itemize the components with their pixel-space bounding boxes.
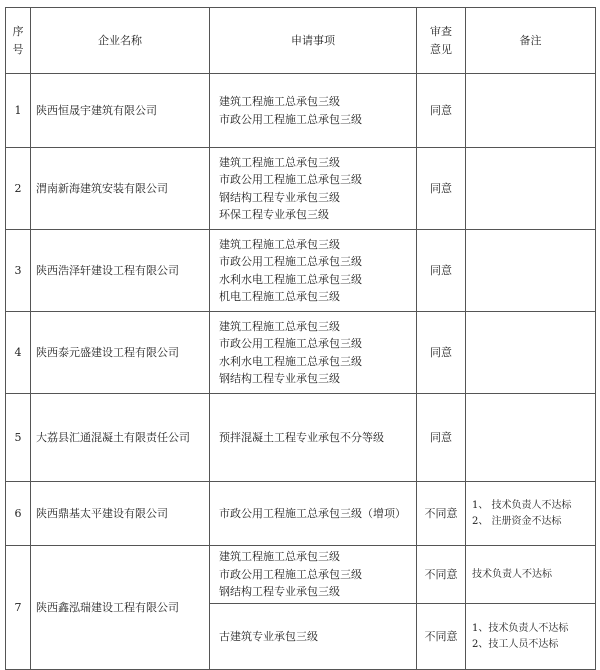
application-items — [210, 312, 417, 394]
application-item: 建筑工程施工总承包三级 — [219, 95, 340, 108]
review-opinion: 不同意 — [417, 546, 466, 604]
application-item: 机电工程施工总承包三级 — [219, 290, 340, 303]
remark-line: 2、技工人员不达标 — [472, 638, 559, 650]
row-no: 4 — [6, 312, 31, 394]
application-item: 市政公用工程施工总承包三级 — [219, 567, 362, 581]
remark — [466, 482, 596, 546]
company-name: 陕西鼎基太平建设有限公司 — [31, 482, 210, 546]
application-item: 市政公用工程施工总承包三级（增项） — [219, 506, 406, 520]
application-item: 钢结构工程专业承包三级 — [219, 372, 340, 385]
remark — [466, 74, 596, 148]
application-item: 水利水电工程施工总承包三级 — [219, 272, 362, 286]
header-note: 备注 — [466, 8, 596, 74]
table-row — [6, 148, 596, 230]
table-row — [6, 230, 596, 312]
application-items — [210, 394, 417, 482]
application-item: 市政公用工程施工总承包三级 — [219, 173, 362, 186]
review-opinion: 不同意 — [417, 604, 466, 670]
application-item: 建筑工程施工总承包三级 — [219, 550, 340, 564]
remark — [466, 604, 596, 670]
remark — [466, 148, 596, 230]
row-no: 7 — [6, 546, 31, 670]
table-row — [6, 312, 596, 394]
header-items: 申请事项 — [210, 8, 417, 74]
application-item: 古建筑专业承包三级 — [219, 629, 318, 643]
header-no-line-2: 号 — [12, 42, 24, 56]
application-item: 环保工程专业承包三级 — [219, 208, 329, 221]
table-row — [6, 546, 596, 604]
remark — [466, 230, 596, 312]
remark — [466, 312, 596, 394]
application-items — [210, 546, 417, 604]
review-opinion: 同意 — [417, 312, 466, 394]
company-name: 渭南新海建筑安装有限公司 — [31, 148, 210, 230]
table-row — [6, 74, 596, 148]
table-row — [6, 394, 596, 482]
company-name: 陕西鑫泓瑞建设工程有限公司 — [31, 546, 210, 670]
remark — [466, 546, 596, 604]
company-name: 陕西浩泽轩建设工程有限公司 — [31, 230, 210, 312]
remark-line: 1、 技术负责人不达标 — [472, 499, 572, 511]
remark-line: 技术负责人不达标 — [472, 568, 552, 580]
row-no: 2 — [6, 148, 31, 230]
application-item: 市政公用工程施工总承包三级 — [219, 255, 362, 268]
table-row — [6, 482, 596, 546]
row-no: 3 — [6, 230, 31, 312]
review-opinion: 同意 — [417, 148, 466, 230]
header-name: 企业名称 — [31, 8, 210, 74]
application-items — [210, 148, 417, 230]
application-items — [210, 74, 417, 148]
remark — [466, 394, 596, 482]
approval-table — [5, 7, 596, 670]
application-items — [210, 230, 417, 312]
application-item: 钢结构工程专业承包三级 — [219, 190, 340, 204]
company-name: 大荔县汇通混凝土有限责任公司 — [31, 394, 210, 482]
row-no: 5 — [6, 394, 31, 482]
application-items — [210, 482, 417, 546]
row-no: 6 — [6, 482, 31, 546]
company-name: 陕西泰元盛建设工程有限公司 — [31, 312, 210, 394]
application-item: 建筑工程施工总承包三级 — [219, 237, 340, 251]
header-opinion — [417, 8, 466, 74]
header-opinion-line-1: 审查 — [430, 25, 452, 38]
remark-line: 2、 注册资金不达标 — [472, 515, 562, 527]
application-item: 市政公用工程施工总承包三级 — [219, 112, 362, 126]
application-item: 建筑工程施工总承包三级 — [219, 319, 340, 333]
application-item: 钢结构工程专业承包三级 — [219, 585, 340, 599]
remark-line: 1、技术负责人不达标 — [472, 622, 569, 634]
application-item: 预拌混凝土工程专业承包不分等级 — [219, 430, 384, 444]
header-no-line-1: 序 — [12, 25, 24, 38]
review-opinion: 同意 — [417, 74, 466, 148]
header-opinion-line-2: 意见 — [430, 42, 452, 56]
row-no: 1 — [6, 74, 31, 148]
review-opinion: 同意 — [417, 394, 466, 482]
review-opinion: 不同意 — [417, 482, 466, 546]
table-header-row — [6, 8, 596, 74]
review-opinion: 同意 — [417, 230, 466, 312]
application-items — [210, 604, 417, 670]
company-name: 陕西恒晟宇建筑有限公司 — [31, 74, 210, 148]
application-item: 市政公用工程施工总承包三级 — [219, 337, 362, 350]
header-no — [6, 8, 31, 74]
application-item: 水利水电工程施工总承包三级 — [219, 354, 362, 368]
application-item: 建筑工程施工总承包三级 — [219, 155, 340, 169]
